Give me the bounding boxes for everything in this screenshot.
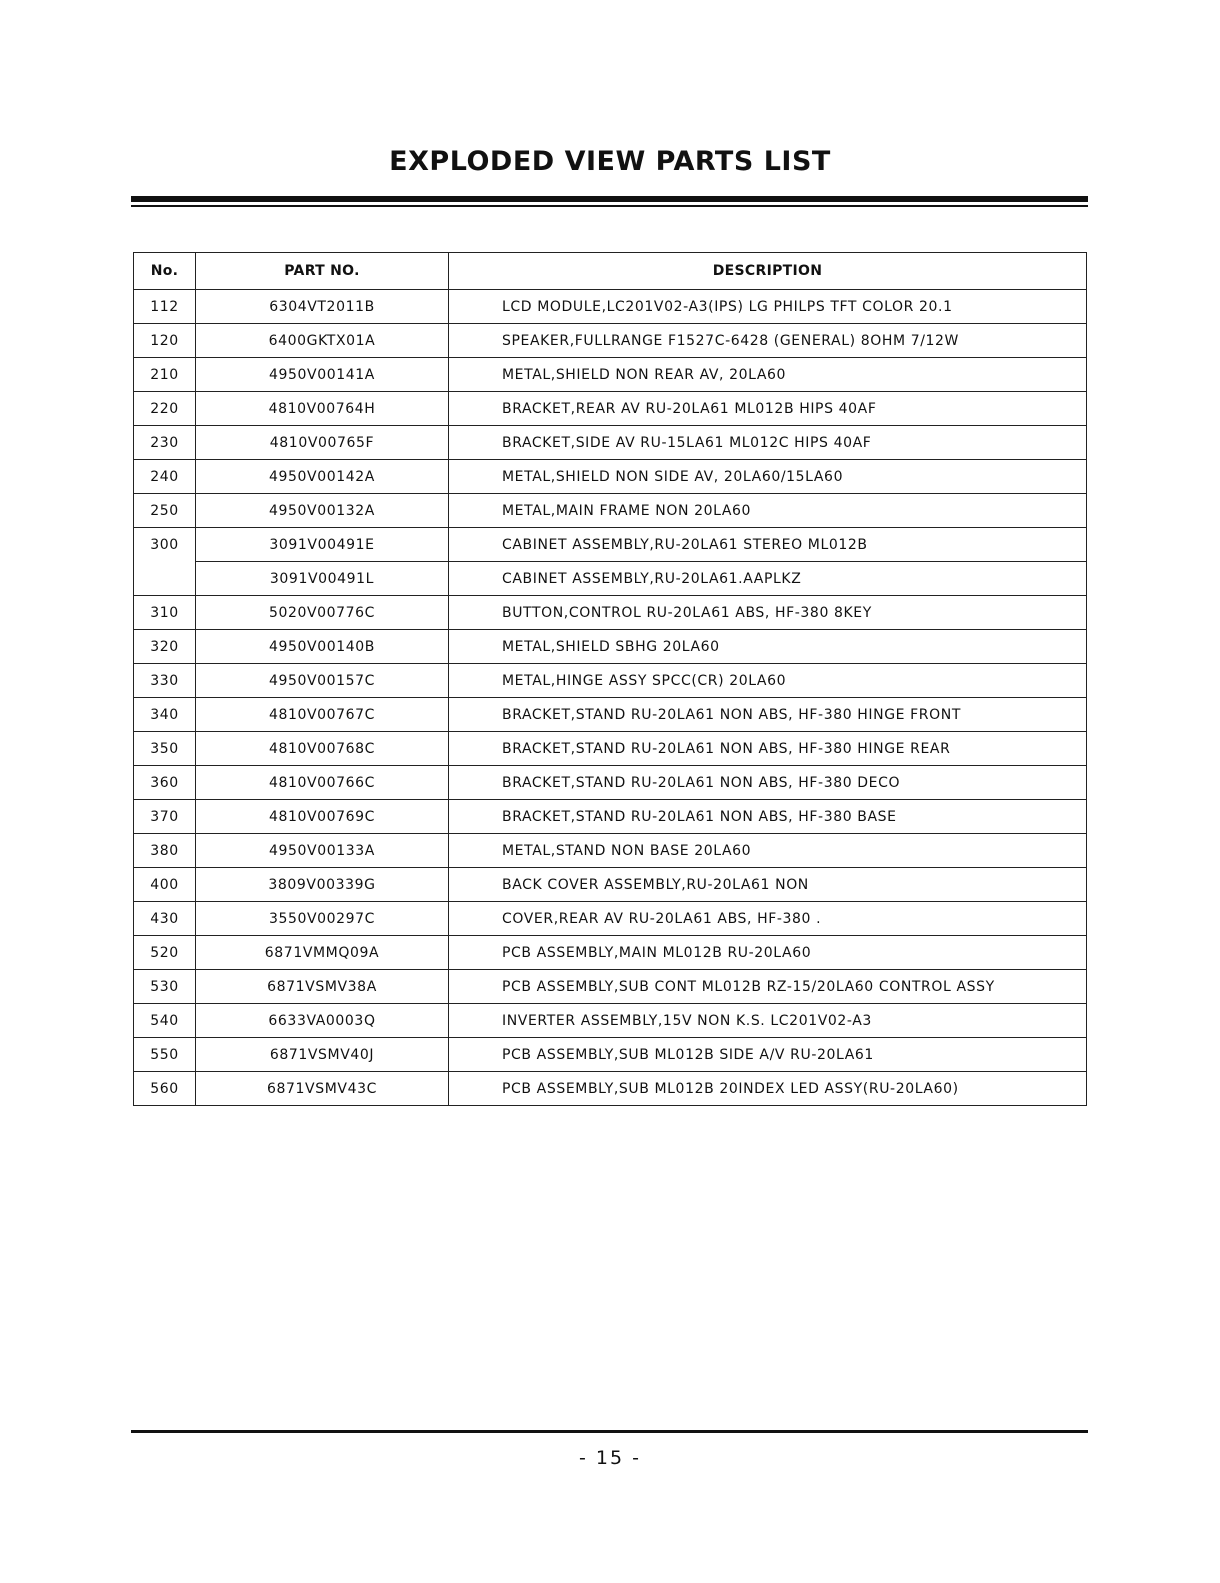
cell-item-no: 320: [134, 630, 196, 664]
table-row: [134, 630, 1087, 664]
cell-part-no: 3091V00491L: [196, 562, 449, 596]
cell-description: METAL,MAIN FRAME NON 20LA60: [449, 494, 1087, 528]
footer-rule: [131, 1430, 1088, 1433]
cell-description: PCB ASSEMBLY,SUB ML012B 20INDEX LED ASSY(RU-20LA60): [449, 1072, 1087, 1106]
column-header-description: DESCRIPTION: [449, 253, 1087, 290]
cell-item-no: 310: [134, 596, 196, 630]
cell-description: SPEAKER,FULLRANGE F1527C-6428 (GENERAL) 8OHM 7/12W: [449, 324, 1087, 358]
cell-item-no: 120: [134, 324, 196, 358]
table-row: [134, 528, 1087, 562]
cell-part-no: 4810V00768C: [196, 732, 449, 766]
cell-description: LCD MODULE,LC201V02-A3(IPS) LG PHILPS TFT COLOR 20.1: [449, 290, 1087, 324]
page-title: EXPLODED VIEW PARTS LIST: [389, 146, 831, 177]
cell-description: METAL,STAND NON BASE 20LA60: [449, 834, 1087, 868]
cell-part-no: 6871VSMV43C: [196, 1072, 449, 1106]
cell-description: PCB ASSEMBLY,MAIN ML012B RU-20LA60: [449, 936, 1087, 970]
cell-item-no: 430: [134, 902, 196, 936]
cell-item-no: 560: [134, 1072, 196, 1106]
table-row: [134, 800, 1087, 834]
cell-part-no: 3550V00297C: [196, 902, 449, 936]
table-row: [134, 936, 1087, 970]
cell-item-no: 340: [134, 698, 196, 732]
cell-description: METAL,SHIELD NON REAR AV, 20LA60: [449, 358, 1087, 392]
cell-description: BRACKET,SIDE AV RU-15LA61 ML012C HIPS 40AF: [449, 426, 1087, 460]
cell-part-no: 6871VMMQ09A: [196, 936, 449, 970]
table-row: [134, 358, 1087, 392]
cell-part-no: 6633VA0003Q: [196, 1004, 449, 1038]
cell-item-no: 350: [134, 732, 196, 766]
cell-item-no: 360: [134, 766, 196, 800]
cell-description: PCB ASSEMBLY,SUB CONT ML012B RZ-15/20LA60 CONTROL ASSY: [449, 970, 1087, 1004]
cell-description: BACK COVER ASSEMBLY,RU-20LA61 NON: [449, 868, 1087, 902]
table-header-row: [134, 253, 1087, 290]
title-rule-thin: [131, 205, 1088, 207]
cell-part-no: 5020V00776C: [196, 596, 449, 630]
table-row: [134, 732, 1087, 766]
cell-part-no: 4950V00157C: [196, 664, 449, 698]
cell-part-no: 6871VSMV40J: [196, 1038, 449, 1072]
cell-part-no: 4810V00765F: [196, 426, 449, 460]
table-row: [134, 562, 1087, 596]
table-row: [134, 324, 1087, 358]
cell-description: BRACKET,REAR AV RU-20LA61 ML012B HIPS 40AF: [449, 392, 1087, 426]
cell-part-no: 4810V00764H: [196, 392, 449, 426]
cell-part-no: 6400GKTX01A: [196, 324, 449, 358]
cell-description: METAL,HINGE ASSY SPCC(CR) 20LA60: [449, 664, 1087, 698]
cell-item-no: 220: [134, 392, 196, 426]
cell-item-no: 330: [134, 664, 196, 698]
column-header-part-no: PART NO.: [196, 253, 449, 290]
cell-description: COVER,REAR AV RU-20LA61 ABS, HF-380 .: [449, 902, 1087, 936]
cell-description: CABINET ASSEMBLY,RU-20LA61.AAPLKZ: [449, 562, 1087, 596]
cell-item-no: 300: [134, 528, 196, 562]
table-row: [134, 902, 1087, 936]
table-row: [134, 766, 1087, 800]
cell-description: BUTTON,CONTROL RU-20LA61 ABS, HF-380 8KEY: [449, 596, 1087, 630]
cell-item-no: 400: [134, 868, 196, 902]
cell-item-no: 380: [134, 834, 196, 868]
cell-part-no: 3091V00491E: [196, 528, 449, 562]
table-row: [134, 834, 1087, 868]
cell-item-no: 112: [134, 290, 196, 324]
title-rule-thick: [131, 196, 1088, 202]
table-row: [134, 460, 1087, 494]
cell-description: BRACKET,STAND RU-20LA61 NON ABS, HF-380 DECO: [449, 766, 1087, 800]
cell-description: CABINET ASSEMBLY,RU-20LA61 STEREO ML012B: [449, 528, 1087, 562]
table-row: [134, 868, 1087, 902]
table-body: [134, 290, 1087, 1106]
cell-item-no: 520: [134, 936, 196, 970]
cell-part-no: 4810V00766C: [196, 766, 449, 800]
cell-part-no: 4950V00132A: [196, 494, 449, 528]
table-row: [134, 1038, 1087, 1072]
cell-description: PCB ASSEMBLY,SUB ML012B SIDE A/V RU-20LA61: [449, 1038, 1087, 1072]
cell-part-no: 6871VSMV38A: [196, 970, 449, 1004]
cell-item-no: 530: [134, 970, 196, 1004]
cell-description: METAL,SHIELD NON SIDE AV, 20LA60/15LA60: [449, 460, 1087, 494]
cell-part-no: 6304VT2011B: [196, 290, 449, 324]
table-row: [134, 426, 1087, 460]
table-row: [134, 596, 1087, 630]
cell-part-no: 4950V00140B: [196, 630, 449, 664]
cell-description: BRACKET,STAND RU-20LA61 NON ABS, HF-380 HINGE REAR: [449, 732, 1087, 766]
table-row: [134, 970, 1087, 1004]
cell-part-no: 3809V00339G: [196, 868, 449, 902]
cell-part-no: 4950V00133A: [196, 834, 449, 868]
cell-item-no: 210: [134, 358, 196, 392]
table-row: [134, 1004, 1087, 1038]
cell-item-no: 540: [134, 1004, 196, 1038]
cell-part-no: 4810V00767C: [196, 698, 449, 732]
table-row: [134, 290, 1087, 324]
parts-list-table: [133, 252, 1087, 1106]
cell-item-no: 250: [134, 494, 196, 528]
table-row: [134, 664, 1087, 698]
cell-item-no: 230: [134, 426, 196, 460]
table-row: [134, 494, 1087, 528]
page-number: - 15 -: [579, 1447, 641, 1469]
table-row: [134, 392, 1087, 426]
cell-item-no: 550: [134, 1038, 196, 1072]
column-header-no: No.: [134, 253, 196, 290]
cell-part-no: 4950V00142A: [196, 460, 449, 494]
table-row: [134, 1072, 1087, 1106]
cell-description: BRACKET,STAND RU-20LA61 NON ABS, HF-380 HINGE FRONT: [449, 698, 1087, 732]
cell-description: BRACKET,STAND RU-20LA61 NON ABS, HF-380 BASE: [449, 800, 1087, 834]
cell-item-no: [134, 562, 196, 596]
cell-description: INVERTER ASSEMBLY,15V NON K.S. LC201V02-A3: [449, 1004, 1087, 1038]
cell-part-no: 4950V00141A: [196, 358, 449, 392]
cell-item-no: 240: [134, 460, 196, 494]
table-row: [134, 698, 1087, 732]
cell-description: METAL,SHIELD SBHG 20LA60: [449, 630, 1087, 664]
cell-item-no: 370: [134, 800, 196, 834]
cell-part-no: 4810V00769C: [196, 800, 449, 834]
